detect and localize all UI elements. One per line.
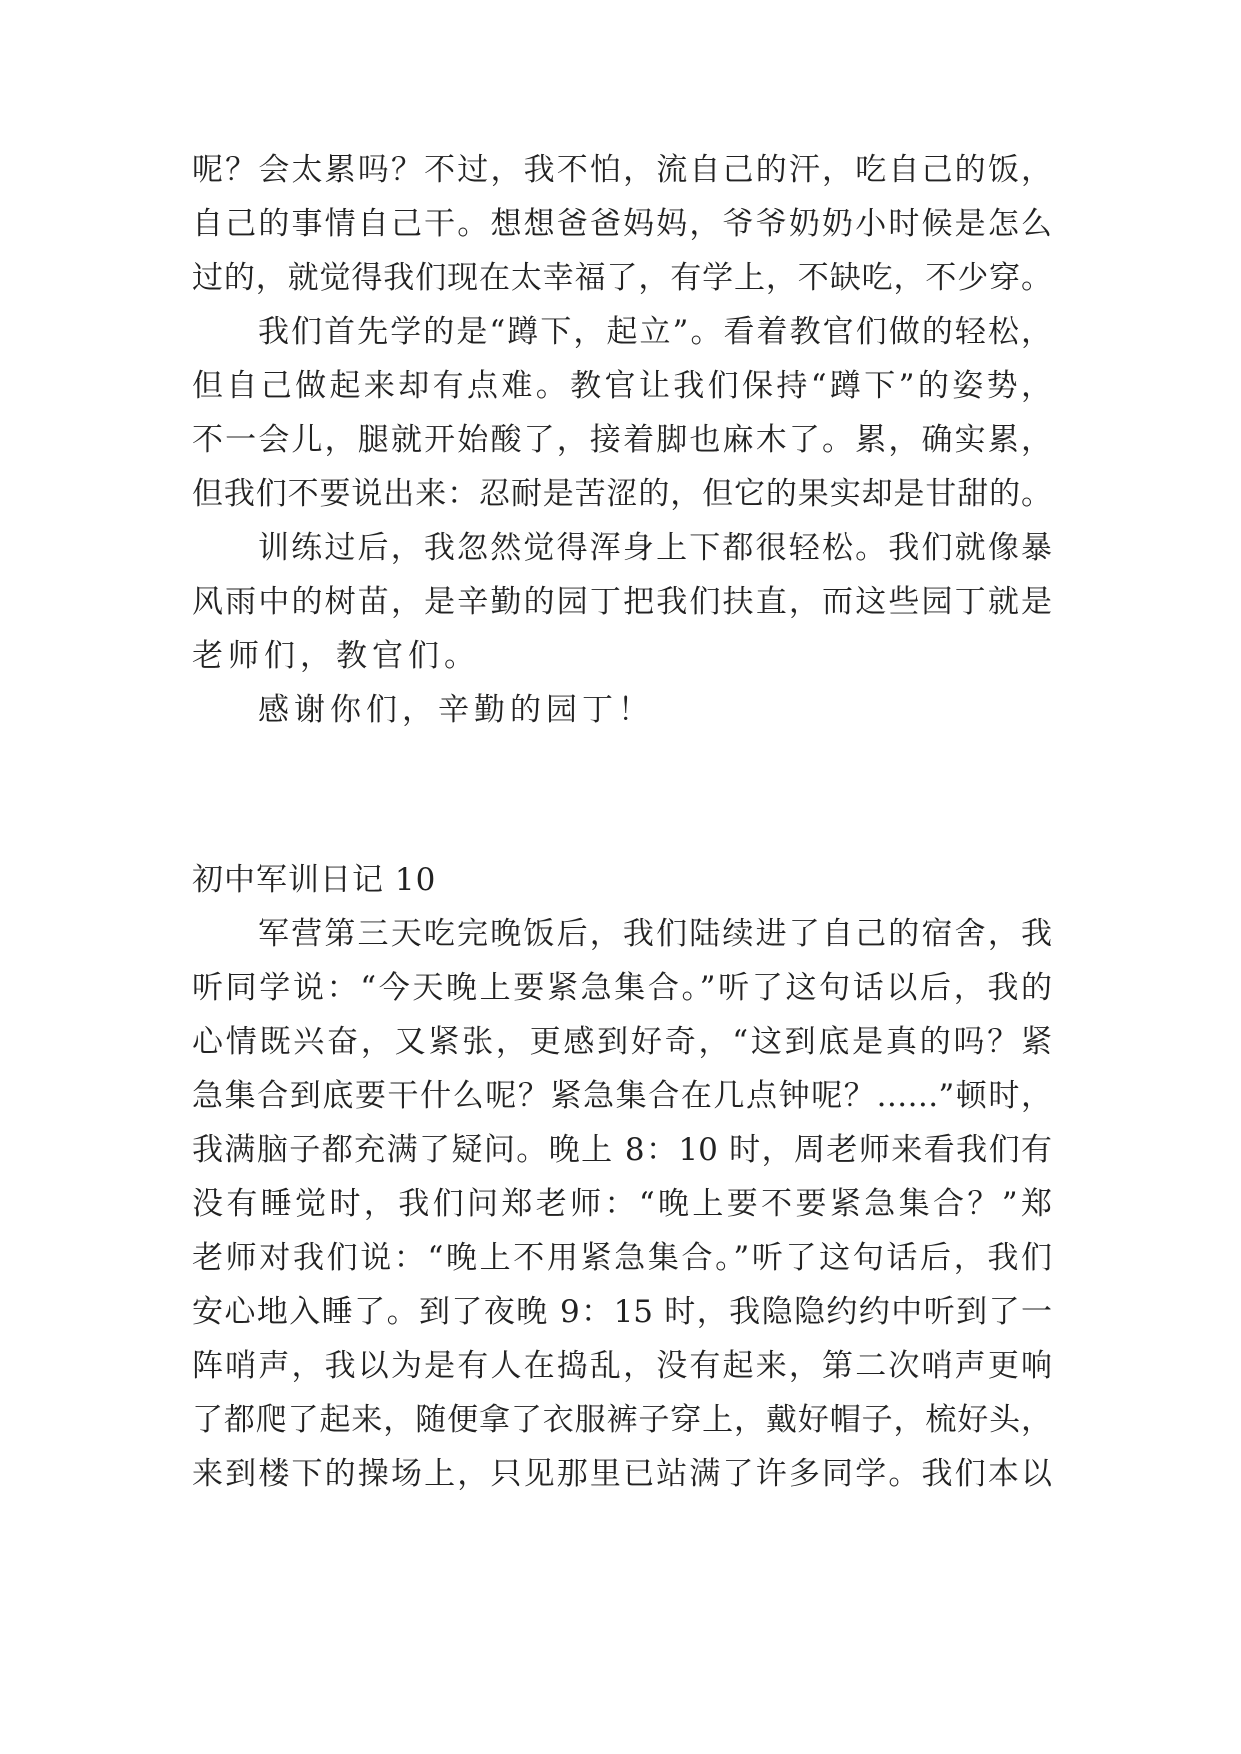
- text-line: 老师对我们说：“晚上不用紧急集合。”听了这句话后，我们: [192, 1240, 1052, 1276]
- text-line: 我满脑子都充满了疑问。晚上 8：10 时，周老师来看我们有: [192, 1132, 1052, 1168]
- text-line: 安心地入睡了。到了夜晚 9：15 时，我隐隐约约中听到了一: [192, 1294, 1052, 1330]
- text-line: 急集合到底要干什么呢？紧急集合在几点钟呢？……”顿时，: [192, 1078, 1052, 1114]
- text-line: 但我们不要说出来：忍耐是苦涩的，但它的果实却是甘甜的。: [192, 476, 1052, 512]
- text-line: 听同学说：“今天晚上要紧急集合。”听了这句话以后，我的: [192, 970, 1052, 1006]
- text-line: 没有睡觉时，我们问郑老师：“晚上要不要紧急集合？”郑: [192, 1186, 1052, 1222]
- text-line: 训练过后，我忽然觉得浑身上下都很轻松。我们就像暴: [258, 530, 1052, 566]
- text-line: 但自己做起来却有点难。教官让我们保持“蹲下”的姿势，: [192, 368, 1052, 404]
- text-line: 了都爬了起来，随便拿了衣服裤子穿上，戴好帽子，梳好头，: [192, 1402, 1052, 1438]
- text-line: 感谢你们，辛勤的园丁！: [258, 692, 654, 728]
- text-line: 阵哨声，我以为是有人在捣乱，没有起来，第二次哨声更响: [192, 1348, 1052, 1384]
- text-line: 我们首先学的是“蹲下，起立”。看着教官们做的轻松，: [258, 314, 1052, 350]
- text-line: 不一会儿，腿就开始酸了，接着脚也麻木了。累，确实累，: [192, 422, 1052, 458]
- text-line: 来到楼下的操场上，只见那里已站满了许多同学。我们本以: [192, 1456, 1052, 1492]
- text-line: 军营第三天吃完晚饭后，我们陆续进了自己的宿舍，我: [258, 916, 1052, 952]
- section-title: 初中军训日记 10: [192, 862, 437, 898]
- text-line: 老师们，教官们。: [192, 638, 480, 674]
- text-line: 心情既兴奋，又紧张，更感到好奇，“这到底是真的吗？紧: [192, 1024, 1052, 1060]
- text-line: 过的，就觉得我们现在太幸福了，有学上，不缺吃，不少穿。: [192, 260, 1052, 296]
- text-line: 呢？会太累吗？不过，我不怕，流自己的汗，吃自己的饭，: [192, 152, 1052, 188]
- text-line: 风雨中的树苗，是辛勤的园丁把我们扶直，而这些园丁就是: [192, 584, 1052, 620]
- text-line: 自己的事情自己干。想想爸爸妈妈，爷爷奶奶小时候是怎么: [192, 206, 1052, 242]
